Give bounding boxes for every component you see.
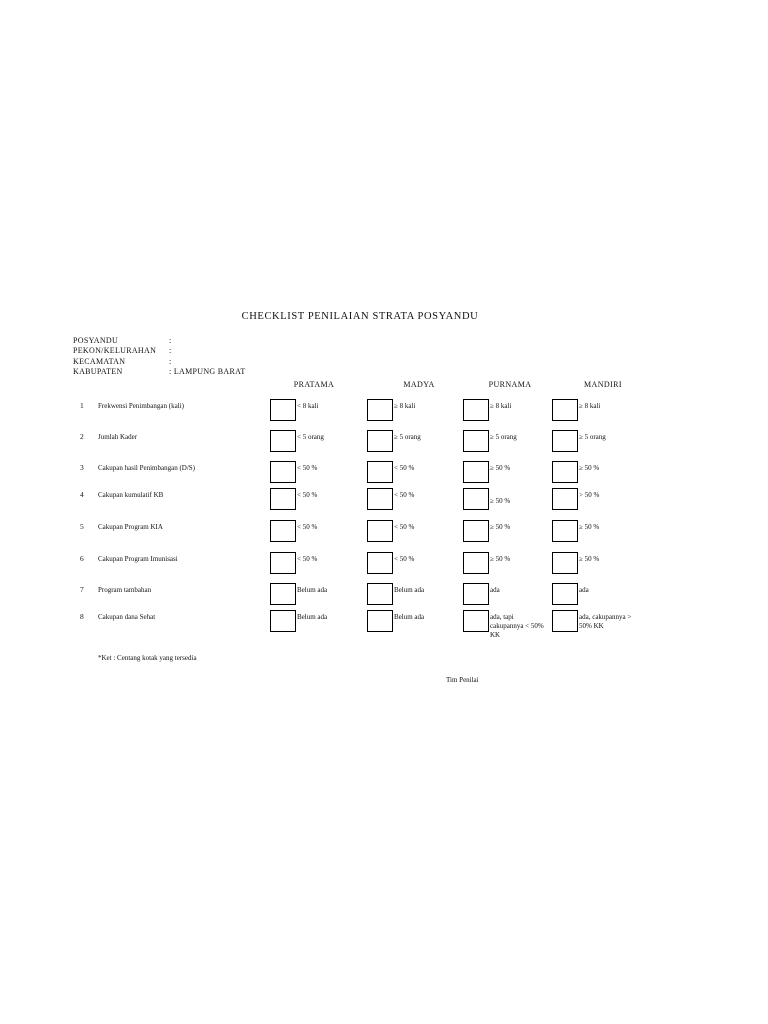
info-label: PEKON/KELURAHAN xyxy=(73,346,157,355)
criteria-label: Cakupan dana Sehat xyxy=(98,613,156,621)
option-label: < 50 % xyxy=(297,491,318,499)
criteria-label: Frekwensi Penimbangan (kali) xyxy=(98,402,184,410)
info-line xyxy=(73,336,172,345)
checkbox-pratama[interactable] xyxy=(270,461,296,483)
checkbox-mandiri[interactable] xyxy=(552,430,578,452)
checkbox-madya[interactable] xyxy=(367,399,393,421)
option-label: ≥ 5 orang xyxy=(579,433,606,441)
checkbox-purnama[interactable] xyxy=(463,399,489,421)
row-number: 5 xyxy=(80,522,84,531)
option-label: ≥ 8 kali xyxy=(579,402,601,410)
row-number: 3 xyxy=(80,463,84,472)
option-label: < 8 kali xyxy=(297,402,319,410)
row-number: 4 xyxy=(80,490,84,499)
checkbox-purnama[interactable] xyxy=(463,610,489,632)
info-label: KECAMATAN xyxy=(73,357,126,366)
option-label: < 50 % xyxy=(297,555,318,563)
checkbox-purnama[interactable] xyxy=(463,488,489,510)
option-label: < 50 % xyxy=(394,555,415,563)
option-label: < 50 % xyxy=(394,523,415,531)
info-value: : xyxy=(169,346,172,355)
checkbox-pratama[interactable] xyxy=(270,610,296,632)
signature-label: Tim Penilai xyxy=(446,676,479,684)
option-label: ≥ 50 % xyxy=(490,523,511,531)
row-number: 7 xyxy=(80,585,84,594)
option-label: ≥ 50 % xyxy=(579,555,600,563)
option-label: ada xyxy=(579,586,589,594)
criteria-label: Cakupan hasil Penimbangan (D/S) xyxy=(98,464,196,472)
checkbox-madya[interactable] xyxy=(367,552,393,574)
checkbox-mandiri[interactable] xyxy=(552,488,578,510)
info-line xyxy=(73,346,172,355)
checkbox-purnama[interactable] xyxy=(463,430,489,452)
checkbox-mandiri[interactable] xyxy=(552,552,578,574)
criteria-row xyxy=(0,399,768,429)
criteria-row xyxy=(0,552,768,582)
checkbox-madya[interactable] xyxy=(367,461,393,483)
checkbox-madya[interactable] xyxy=(367,488,393,510)
checkbox-madya[interactable] xyxy=(367,583,393,605)
checkbox-pratama[interactable] xyxy=(270,520,296,542)
checkbox-pratama[interactable] xyxy=(270,488,296,510)
criteria-label: Program tambahan xyxy=(98,586,152,594)
checkbox-mandiri[interactable] xyxy=(552,461,578,483)
criteria-row xyxy=(0,461,768,491)
checkbox-pratama[interactable] xyxy=(270,399,296,421)
checkbox-mandiri[interactable] xyxy=(552,399,578,421)
checkbox-mandiri[interactable] xyxy=(552,583,578,605)
row-number: 6 xyxy=(80,554,84,563)
option-label: ≥ 8 kali xyxy=(490,402,512,410)
option-label: ≥ 50 % xyxy=(490,464,511,472)
checkbox-purnama[interactable] xyxy=(463,583,489,605)
criteria-label: Jumlah Kader xyxy=(98,433,138,441)
note-text: *Ket : Centang kotak yang tersedia xyxy=(98,654,197,662)
option-label: ≥ 50 % xyxy=(579,523,600,531)
info-value: : xyxy=(169,357,172,366)
checkbox-madya[interactable] xyxy=(367,610,393,632)
column-header-purnama: PURNAMA xyxy=(488,380,532,389)
checkbox-purnama[interactable] xyxy=(463,520,489,542)
option-label: ada xyxy=(490,586,500,594)
column-header-mandiri: MANDIRI xyxy=(584,380,622,389)
row-number: 1 xyxy=(80,401,84,410)
option-label: ≥ 50 % xyxy=(490,555,511,563)
option-label: ≥ 50 % xyxy=(579,464,600,472)
option-label: Belum ada xyxy=(297,613,328,621)
checkbox-madya[interactable] xyxy=(367,430,393,452)
row-number: 2 xyxy=(80,432,84,441)
option-label: < 50 % xyxy=(394,464,415,472)
column-header-madya: MADYA xyxy=(403,380,435,389)
option-label: > 50 % xyxy=(579,491,600,499)
page-title: CHECKLIST PENILAIAN STRATA POSYANDU xyxy=(241,311,479,322)
option-label: ≥ 5 orang xyxy=(490,433,517,441)
option-label: < 5 orang xyxy=(297,433,324,441)
checkbox-madya[interactable] xyxy=(367,520,393,542)
option-label: ada, tapi cakupannya < 50% KK xyxy=(490,613,544,639)
option-label: Belum ada xyxy=(394,586,425,594)
option-label: ≥ 5 orang xyxy=(394,433,421,441)
checkbox-purnama[interactable] xyxy=(463,461,489,483)
checkbox-mandiri[interactable] xyxy=(552,610,578,632)
criteria-label: Cakupan Program Imunisasi xyxy=(98,555,178,563)
checkbox-pratama[interactable] xyxy=(270,583,296,605)
checkbox-pratama[interactable] xyxy=(270,430,296,452)
criteria-row xyxy=(0,610,768,640)
option-label: ada, cakupannya > 50% KK xyxy=(579,613,632,630)
checkbox-mandiri[interactable] xyxy=(552,520,578,542)
info-label: KABUPATEN xyxy=(73,367,123,376)
info-label: POSYANDU xyxy=(73,336,119,345)
option-label: < 50 % xyxy=(297,523,318,531)
info-line xyxy=(73,367,246,376)
column-header-pratama: PRATAMA xyxy=(293,380,335,389)
checkbox-purnama[interactable] xyxy=(463,552,489,574)
info-line xyxy=(73,357,172,366)
option-label: Belum ada xyxy=(394,613,425,621)
info-value: : xyxy=(169,336,172,345)
option-label: ≥ 50 % xyxy=(490,497,511,505)
option-label: ≥ 8 kali xyxy=(394,402,416,410)
checkbox-pratama[interactable] xyxy=(270,552,296,574)
option-label: < 50 % xyxy=(394,491,415,499)
row-number: 8 xyxy=(80,612,84,621)
criteria-label: Cakupan Program KIA xyxy=(98,523,163,531)
criteria-row xyxy=(0,520,768,550)
criteria-row xyxy=(0,583,768,613)
info-value: : LAMPUNG BARAT xyxy=(169,367,246,376)
option-label: < 50 % xyxy=(297,464,318,472)
option-label: Belum ada xyxy=(297,586,328,594)
criteria-label: Cakupan kumulatif KB xyxy=(98,491,164,499)
criteria-row xyxy=(0,488,768,518)
criteria-row xyxy=(0,430,768,460)
